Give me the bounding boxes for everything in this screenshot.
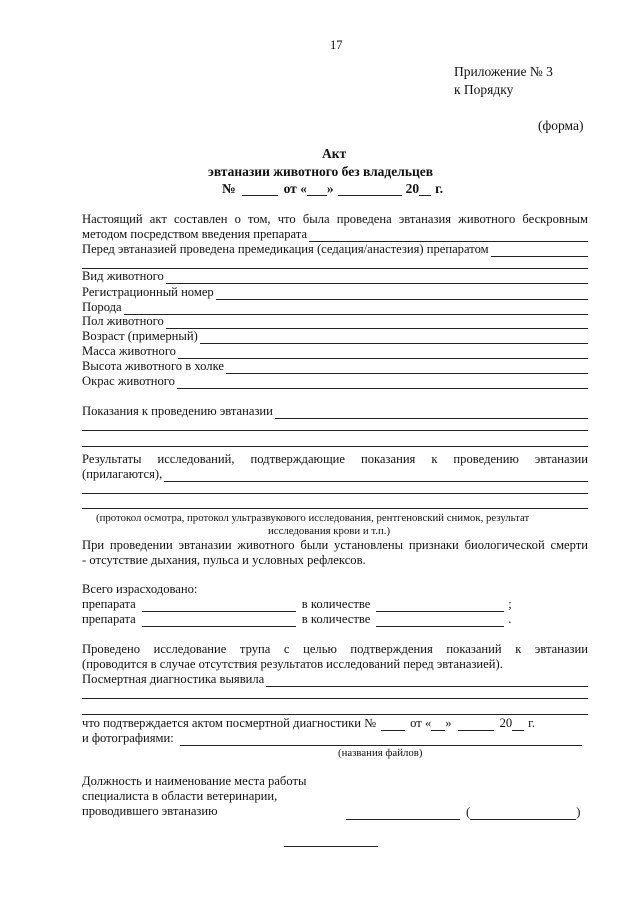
title-year: 20 (405, 181, 420, 196)
consumed-header: Всего израсходовано: (82, 582, 198, 596)
results-line-extra-1[interactable] (82, 493, 588, 494)
signature-line-3: проводившего эвтаназию (82, 804, 218, 818)
field-weight-label: Масса животного (82, 344, 176, 358)
confirm-day-input[interactable] (431, 719, 445, 731)
death-signs-line-2: - отсутствие дыхания, пульса и условных рефлексов. (82, 553, 366, 567)
field-sex-label: Пол животного (82, 314, 164, 328)
consumed-drug-label-2: препарата (82, 612, 136, 626)
field-sex-input[interactable] (166, 317, 588, 329)
field-regnum-label: Регистрационный номер (82, 285, 214, 299)
confirm-year: 20 (499, 716, 513, 730)
field-color-label: Окрас животного (82, 374, 175, 388)
field-weight-input[interactable] (178, 347, 588, 359)
consumed-end-1: ; (508, 597, 512, 611)
title-act: Акт (322, 146, 347, 161)
field-species-input[interactable] (166, 272, 588, 284)
confirm-text: что подтверждается актом посмертной диагностики № (82, 716, 377, 730)
death-signs-line-1: При проведении эвтаназии животного были установлены признаки биологической смерти (82, 538, 588, 552)
photos-input[interactable] (180, 734, 582, 746)
signature-field[interactable] (346, 808, 460, 820)
indications-line-3[interactable] (82, 446, 588, 447)
consumed-drug-input-1[interactable] (142, 600, 296, 612)
confirm-month-input[interactable] (458, 719, 494, 731)
intro-line-3: Перед эвтаназией проведена премедикация (седация/анастезия) препаратом (82, 242, 489, 256)
results-line-extra-2[interactable] (82, 508, 588, 509)
consumed-qty-label-1: в количестве (301, 597, 371, 611)
indications-line-2[interactable] (82, 430, 588, 431)
confirm-photos-label: и фотографиями: (82, 731, 174, 745)
autopsy-line-2: (проводится в случае отсутствия результатов исследований перед эвтаназией). (82, 657, 503, 671)
signature-paren-close: ) (576, 805, 581, 819)
field-height-input[interactable] (226, 362, 588, 374)
confirm-year-input[interactable] (512, 719, 524, 731)
confirm-from: от « (410, 716, 432, 730)
autopsy-line-extra-2[interactable] (82, 714, 588, 715)
appendix-line-1: Приложение № 3 (454, 64, 553, 79)
signature-name-field[interactable] (470, 808, 576, 820)
results-input[interactable] (164, 470, 588, 482)
field-regnum-input[interactable] (216, 288, 588, 300)
title-year-suffix: г. (435, 181, 444, 196)
consumed-end-2: . (508, 612, 512, 626)
signature-line-2: специалиста в области ветеринарии, (82, 789, 278, 803)
consumed-qty-label-2: в количестве (301, 612, 371, 626)
title-main: эвтаназии животного без владельцев (208, 164, 434, 179)
appendix-line-2: к Порядку (454, 82, 514, 97)
indications-label: Показания к проведению эвтаназии (82, 404, 273, 418)
field-height-label: Высота животного в холке (82, 359, 224, 373)
confirm-line (82, 716, 535, 731)
drug-field[interactable] (309, 230, 588, 242)
protocol-note-line-2: исследования крови и т.п.) (268, 525, 391, 537)
signature-line-1: Должность и наименование места работы (82, 774, 307, 788)
title-number-line (222, 181, 443, 196)
page-number: 17 (330, 38, 343, 52)
autopsy-line-1: Проведено исследование трупа с целью подтверждения показаний к эвтаназии (82, 642, 588, 656)
consumed-drug-input-2[interactable] (142, 615, 296, 627)
signature-paren-open: ( (466, 805, 471, 819)
consumed-qty-input-2[interactable] (376, 615, 504, 627)
bottom-separator (284, 846, 378, 847)
form-label: (форма) (538, 118, 584, 133)
consumed-qty-input-1[interactable] (376, 600, 504, 612)
field-species-label: Вид животного (82, 269, 164, 283)
title-quote-close: » (326, 181, 334, 196)
autopsy-input[interactable] (266, 675, 588, 687)
field-age-input[interactable] (200, 332, 588, 344)
results-line-1: Результаты исследований, подтверждающие показания к проведению эвтаназии (82, 452, 588, 466)
field-breed-label: Порода (82, 300, 122, 314)
title-number-prefix: № (222, 181, 236, 196)
intro-line-1: Настоящий акт составлен о том, что была проведена эвтаназия животного бескровным (82, 212, 588, 226)
autopsy-line-3: Посмертная диагностика выявила (82, 672, 265, 686)
files-note: (названия файлов) (338, 747, 423, 759)
protocol-note-line-1: (протокол осмотра, протокол ультразвукового исследования, рентгеновский снимок, результат (96, 512, 530, 524)
intro-line-2: методом посредством введения препарата (82, 227, 308, 241)
confirm-quote-close: » (445, 716, 452, 730)
title-from: от « (283, 181, 307, 196)
field-age-label: Возраст (примерный) (82, 329, 198, 343)
confirm-suffix: г. (528, 716, 536, 730)
premedication-field[interactable] (491, 245, 588, 257)
consumed-drug-label-1: препарата (82, 597, 136, 611)
autopsy-line-extra-1[interactable] (82, 698, 588, 699)
confirm-number-input[interactable] (381, 719, 405, 731)
results-line-2: (прилагаются), (82, 467, 163, 481)
field-color-input[interactable] (177, 377, 588, 389)
indications-input[interactable] (275, 407, 588, 419)
